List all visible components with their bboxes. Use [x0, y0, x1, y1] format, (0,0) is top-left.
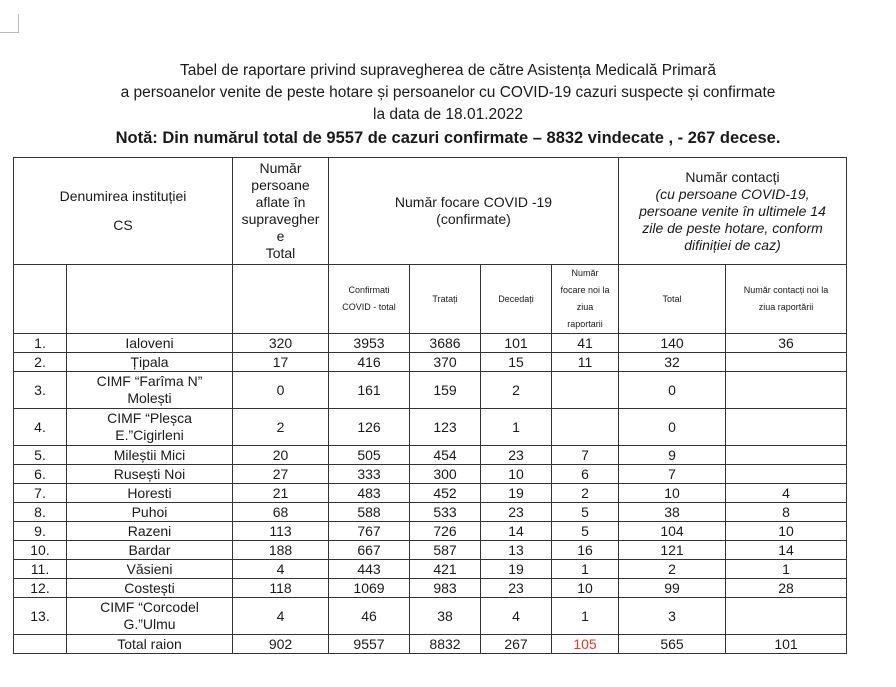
- cell-new-focare: 5: [552, 522, 619, 541]
- report-title-line-2: a persoanelor venite de peste hotare și persoanelor cu COVID-19 cazuri suspecte și confirmate: [120, 84, 776, 101]
- institution-name-line: Molești: [127, 390, 172, 406]
- cell-contacts-total: 2: [619, 560, 726, 579]
- table-row: [14, 446, 847, 465]
- total-row-number: [14, 635, 67, 654]
- report-table: [13, 157, 847, 654]
- table-row: [14, 541, 847, 560]
- institution-name: [67, 409, 233, 446]
- cell-new-focare: 10: [552, 579, 619, 598]
- row-number: 9.: [14, 522, 67, 541]
- cell-deceased: 13: [481, 541, 552, 560]
- institution-name-line: Văsieni: [126, 560, 173, 577]
- total-contacts-total: 565: [619, 635, 726, 654]
- institution-name: [67, 560, 233, 579]
- header-sub-new-focare-line: ziua: [576, 302, 594, 312]
- cell-contacts-new: [726, 409, 847, 446]
- institution-name-line: CIMF “Pleșca: [107, 410, 192, 426]
- header-row-sub: [14, 265, 847, 334]
- cell-contacts-new: 1: [726, 560, 847, 579]
- cell-contacts-total: 7: [619, 465, 726, 484]
- cell-contacts-total: 104: [619, 522, 726, 541]
- header-focare-group: [329, 158, 619, 265]
- total-treated: 8832: [410, 635, 481, 654]
- cell-contacts-new: 4: [726, 484, 847, 503]
- cell-treated: 452: [410, 484, 481, 503]
- row-number: 2.: [14, 353, 67, 372]
- institution-name: [67, 579, 233, 598]
- row-number: 8.: [14, 503, 67, 522]
- table-row: [14, 579, 847, 598]
- total-persons: 902: [233, 635, 329, 654]
- cell-contacts-new: [726, 446, 847, 465]
- cell-contacts-total: 10: [619, 484, 726, 503]
- row-number: 5.: [14, 446, 67, 465]
- cell-persons: 68: [233, 503, 329, 522]
- cell-contacts-total: 0: [619, 372, 726, 409]
- institution-name: [67, 598, 233, 635]
- cell-confirmed: 483: [329, 484, 410, 503]
- row-number: 4.: [14, 409, 67, 446]
- header-row-main: [14, 158, 847, 265]
- table-row: [14, 484, 847, 503]
- cell-persons: 21: [233, 484, 329, 503]
- header-persons: [233, 158, 329, 265]
- header-sub-deceased: Decedați: [481, 265, 552, 334]
- cell-treated: 533: [410, 503, 481, 522]
- institution-name-line: CIMF “Corcodel: [100, 599, 199, 615]
- cell-new-focare: 5: [552, 503, 619, 522]
- header-contacts-sub-line: persoane venite în ultimele 14: [639, 202, 826, 219]
- cell-confirmed: 505: [329, 446, 410, 465]
- cell-confirmed: 1069: [329, 579, 410, 598]
- cell-deceased: 4: [481, 598, 552, 635]
- table-row: [14, 560, 847, 579]
- report-title-line-1: Tabel de raportare privind supravegherea de către Asistența Medicală Primară: [180, 62, 716, 79]
- institution-name-line: Razeni: [127, 522, 172, 539]
- institution-name-line: CIMF “Farîma N”: [96, 373, 203, 389]
- header-contacts-sub-line: (cu persoane COVID-19,: [655, 185, 810, 202]
- cell-contacts-total: 0: [619, 409, 726, 446]
- total-label: Total raion: [67, 635, 233, 654]
- table-row: [14, 503, 847, 522]
- institution-name-line: Ialoveni: [125, 334, 174, 351]
- row-number: 11.: [14, 560, 67, 579]
- row-number: 3.: [14, 372, 67, 409]
- cell-contacts-new: 28: [726, 579, 847, 598]
- institution-name: [67, 503, 233, 522]
- header-sub-confirmed: [329, 265, 410, 334]
- cell-treated: 159: [410, 372, 481, 409]
- total-new-focare: 105: [552, 635, 619, 654]
- header-sub-new-focare-line: raportarii: [567, 319, 603, 329]
- institution-name: [67, 484, 233, 503]
- institution-name-line: E.”Cigirleni: [115, 427, 184, 443]
- row-number: 13.: [14, 598, 67, 635]
- total-row: [14, 635, 847, 654]
- institution-name: [67, 353, 233, 372]
- cell-new-focare: 41: [552, 334, 619, 353]
- header-contacts-group: [619, 158, 847, 265]
- document-corner-mark: [0, 14, 19, 33]
- cell-deceased: 23: [481, 503, 552, 522]
- cell-confirmed: 667: [329, 541, 410, 560]
- table-row: [14, 409, 847, 446]
- institution-name: [67, 372, 233, 409]
- cell-new-focare: 16: [552, 541, 619, 560]
- institution-name-line: Mileștii Mici: [113, 446, 186, 463]
- table-row: [14, 334, 847, 353]
- cell-persons: 188: [233, 541, 329, 560]
- cell-confirmed: 46: [329, 598, 410, 635]
- header-sub-new-focare: [552, 265, 619, 334]
- header-focare-line-2: (confirmate): [436, 211, 511, 227]
- header-sub-empty-no: [14, 265, 67, 334]
- row-number: 1.: [14, 334, 67, 353]
- cell-deceased: 23: [481, 446, 552, 465]
- cell-treated: 3686: [410, 334, 481, 353]
- cell-contacts-total: 9: [619, 446, 726, 465]
- row-number: 7.: [14, 484, 67, 503]
- cell-persons: 20: [233, 446, 329, 465]
- institution-name: [67, 541, 233, 560]
- cell-treated: 587: [410, 541, 481, 560]
- header-persons-line: aflate în: [255, 194, 306, 210]
- header-contacts-sub-line: zile de peste hotare, conform: [642, 219, 823, 236]
- cell-deceased: 19: [481, 560, 552, 579]
- total-contacts-new: 101: [726, 635, 847, 654]
- cell-confirmed: 126: [329, 409, 410, 446]
- cell-new-focare: 1: [552, 560, 619, 579]
- table-row: [14, 522, 847, 541]
- table-row: [14, 598, 847, 635]
- header-sub-empty-persons: [233, 265, 329, 334]
- cell-deceased: 101: [481, 334, 552, 353]
- cell-contacts-total: 140: [619, 334, 726, 353]
- cell-deceased: 10: [481, 465, 552, 484]
- cell-contacts-new: 8: [726, 503, 847, 522]
- cell-contacts-new: [726, 372, 847, 409]
- header-sub-empty-name: [67, 265, 233, 334]
- cell-deceased: 2: [481, 372, 552, 409]
- header-persons-line: Total: [265, 245, 296, 261]
- cell-deceased: 19: [481, 484, 552, 503]
- table-row: [14, 372, 847, 409]
- cell-persons: 320: [233, 334, 329, 353]
- cell-treated: 421: [410, 560, 481, 579]
- cell-new-focare: [552, 372, 619, 409]
- cell-contacts-total: 121: [619, 541, 726, 560]
- row-number: 6.: [14, 465, 67, 484]
- header-persons-line: e: [276, 228, 285, 244]
- table-row: [14, 353, 847, 372]
- header-sub-contacts-new: [726, 265, 847, 334]
- header-persons-line: supravegher: [241, 211, 320, 227]
- cell-persons: 2: [233, 409, 329, 446]
- header-sub-contacts-new-line-1: Număr contacți noi la: [743, 285, 829, 295]
- header-persons-line: persoane: [251, 177, 310, 193]
- total-confirmed: 9557: [329, 635, 410, 654]
- cell-contacts-total: 38: [619, 503, 726, 522]
- institution-name-line: Țipala: [130, 353, 169, 370]
- institution-name-line: Bardar: [128, 541, 171, 558]
- header-sub-new-focare-line: focare noi la: [560, 285, 610, 295]
- header-contacts-title: Număr contacți: [685, 168, 780, 185]
- institution-name-line: Costești: [124, 579, 175, 596]
- cell-contacts-new: 36: [726, 334, 847, 353]
- cell-persons: 4: [233, 560, 329, 579]
- cell-persons: 27: [233, 465, 329, 484]
- institution-name: [67, 465, 233, 484]
- header-persons-line: Număr: [259, 160, 302, 176]
- table-row: [14, 465, 847, 484]
- cell-contacts-new: [726, 465, 847, 484]
- header-sub-contacts-new-line-2: ziua raportării: [758, 302, 814, 312]
- cell-persons: 0: [233, 372, 329, 409]
- header-institution: [14, 158, 233, 265]
- cell-persons: 17: [233, 353, 329, 372]
- cell-deceased: 23: [481, 579, 552, 598]
- cell-confirmed: 161: [329, 372, 410, 409]
- institution-name-line: Puhoi: [131, 503, 168, 520]
- header-sub-new-focare-line: Număr: [571, 268, 599, 278]
- cell-new-focare: 2: [552, 484, 619, 503]
- cell-persons: 113: [233, 522, 329, 541]
- cell-treated: 983: [410, 579, 481, 598]
- cell-contacts-total: 32: [619, 353, 726, 372]
- cell-persons: 118: [233, 579, 329, 598]
- cell-new-focare: [552, 409, 619, 446]
- cell-confirmed: 588: [329, 503, 410, 522]
- institution-name-line: G.”Ulmu: [123, 616, 176, 632]
- cell-new-focare: 1: [552, 598, 619, 635]
- cell-persons: 4: [233, 598, 329, 635]
- header-sub-confirmed-line-2: COVID - total: [342, 302, 396, 312]
- header-sub-confirmed-line-1: Confirmati: [348, 285, 390, 295]
- cell-deceased: 15: [481, 353, 552, 372]
- cell-new-focare: 11: [552, 353, 619, 372]
- cell-treated: 370: [410, 353, 481, 372]
- cell-contacts-new: [726, 353, 847, 372]
- institution-name: [67, 522, 233, 541]
- cell-confirmed: 3953: [329, 334, 410, 353]
- cell-treated: 726: [410, 522, 481, 541]
- row-number: 12.: [14, 579, 67, 598]
- cell-treated: 300: [410, 465, 481, 484]
- cell-confirmed: 416: [329, 353, 410, 372]
- cell-contacts-new: [726, 598, 847, 635]
- cell-new-focare: 6: [552, 465, 619, 484]
- report-date-line: la data de 18.01.2022: [373, 106, 523, 123]
- report-note: Notă: Din numărul total de 9557 de cazuri confirmate – 8832 vindecate , - 267 decese.: [115, 129, 781, 147]
- cell-contacts-new: 10: [726, 522, 847, 541]
- total-deceased: 267: [481, 635, 552, 654]
- header-sub-treated: Tratați: [410, 265, 481, 334]
- cell-new-focare: 7: [552, 446, 619, 465]
- header-sub-contacts-total: Total: [619, 265, 726, 334]
- cell-treated: 454: [410, 446, 481, 465]
- cell-treated: 38: [410, 598, 481, 635]
- cell-contacts-total: 3: [619, 598, 726, 635]
- cell-confirmed: 333: [329, 465, 410, 484]
- cell-confirmed: 443: [329, 560, 410, 579]
- header-contacts-sub-line: difiniției de caz): [684, 236, 781, 253]
- institution-name: [67, 446, 233, 465]
- cell-contacts-new: 14: [726, 541, 847, 560]
- header-focare-line-1: Număr focare COVID -19: [394, 194, 553, 210]
- row-number: 10.: [14, 541, 67, 560]
- cell-deceased: 1: [481, 409, 552, 446]
- header-institution-line-2: CS: [113, 217, 133, 233]
- header-institution-line-1: Denumirea instituției: [59, 188, 187, 204]
- institution-name: [67, 334, 233, 353]
- institution-name-line: Horesti: [127, 484, 172, 501]
- institution-name-line: Rusești Noi: [113, 465, 186, 482]
- cell-treated: 123: [410, 409, 481, 446]
- cell-deceased: 14: [481, 522, 552, 541]
- cell-contacts-total: 99: [619, 579, 726, 598]
- cell-confirmed: 767: [329, 522, 410, 541]
